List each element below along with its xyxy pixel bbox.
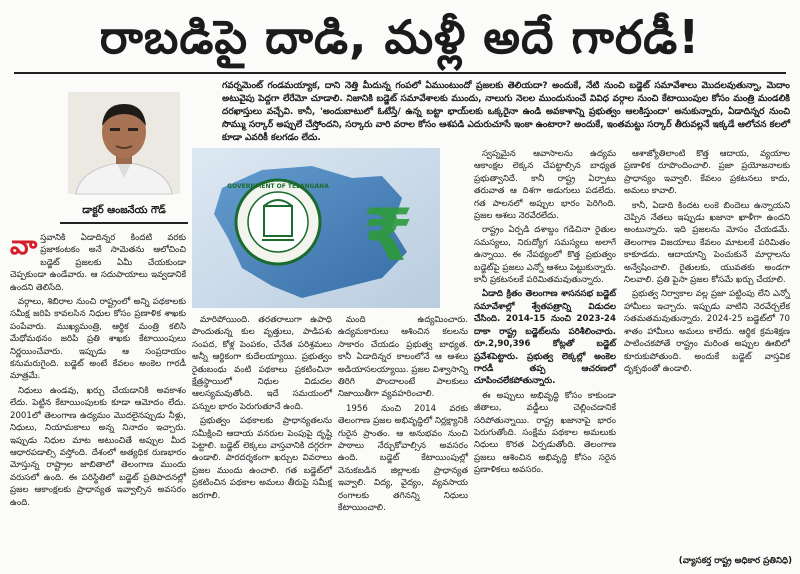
telangana-map-illustration bbox=[192, 148, 440, 308]
col3-paragraph: మంది ఉద్యమించారు. ఉద్యమకారులు ఆశించిన కలలను సాకారం చేయడం ప్రభుత్వ బాధ్యత. కానీ ఏడాదిన్నర కాలంలోనే ఆ ఆశలు అడియాసలయ్యాయి. ప్రజల విశ్వాసాన్ని తిరిగి పొందాలంటే పాలకులు నిజాయితీగా వ్యవహరించాలి. bbox=[338, 315, 468, 400]
author-photo bbox=[68, 92, 180, 194]
lead-paragraph: గవర్నమెంట్ గండమయ్యాక, దాని నెత్తి మీదున్న గంపలో ఏముంటుందో ప్రజలకు తెలియదా? అందుకే, నేటి నుంచి బడ్జెట్ సమావేశాలు మొదలవుతున్నా, మెదాం అటువైపు పెద్దగా లేరేమో చూడాలి. నిజానికి బడ్జెట్ సమావేశాలకు ముందు, నాలుగు నెలల ముందునుంచే వివిధ వర్గాల నుంచి కేటాయింపుల కోసం మంత్రి మండలికి దరఖాస్తులు వచ్చేవి. కానీ, 'అందుబాటులో ఓటేస్తే/ ఉన్న బట్టా భాయ్‌లకు ఒక్కరైనా ఉండి అవకాశాన్ని ప్రభుత్వం ఆలకిస్తుందా' అనుకున్నారు, ఏడాదిన్నర నుంచి సొమ్ము సర్కార్ అప్పులే చేస్తోందని, సర్కారు వారి వరాల కోసం ఆశపడి ఎదురుచూసే ఇంకా ఉంటారా? అందుకే, ఇంతమట్టు సర్కార్ తీరువల్లనే ఇక్కడే ఆలోచన కలలో కూడా ఎవరికీ కలగడం లేదు. bbox=[222, 81, 790, 143]
headline-rule bbox=[14, 72, 786, 74]
col3-paragraph: 1956 నుంచి 2014 వరకు తెలంగాణ ప్రజల అభివృద్ధిలో నిర్లక్ష్యానికి గురైన ప్రాంతం. ఆ అనుభవం నుంచి పాఠాలు నేర్చుకోవాల్సిన అవసరం ఉంది. బడ్జెట్ కేటాయింపుల్లో వెనుకబడిన జిల్లాలకు ప్రాధాన్యత ఇవ్వాలి. విద్య, వైద్యం, వ్యవసాయ రంగాలకు తగినన్ని నిధులు కేటాయించాలి. bbox=[338, 403, 468, 514]
col4-paragraph: రాష్ట్రం ఏర్పడి దశాబ్దం గడిచినా రైతుల సమస్యలు, నిరుద్యోగ సమస్యలు అలాగే ఉన్నాయి. ఈ నేపథ్యంలో కొత్త ప్రభుత్వం బడ్జెట్‌పై ప్రజలు ఎన్నో ఆశలు పెట్టుకున్నారు. కానీ ప్రకటనలకే పరిమితమవుతున్నారు. bbox=[474, 225, 616, 286]
headline: రాబడిపై దాడి, మళ్లీ అదే గారడీ! bbox=[99, 10, 701, 64]
col4-paragraph: ఈ అప్పులు అభివృద్ధి కోసం కాకుండా జీతాలు, వడ్డీలు చెల్లించడానికే సరిపోతున్నాయి. రాష్ట్ర ఖజానాపై భారం పెరుగుతోంది. సంక్షేమ పథకాల అమలుకు నిధులు కొరత ఏర్పడుతోంది. తెలంగాణ ప్రజలు ఆశించిన అభివృద్ధి కోసం సరైన ప్రణాళికలు అవసరం. bbox=[474, 390, 616, 476]
col1-paragraph: వర్గాలు, శిబిరాల నుంచి రాష్ట్రంలో అన్ని పథకాలకు సమీక్ష జరిపి కావలసిన నిధుల కోసం ప్రణాళిక శాఖకు పంపేవారు. ముఖ్యమంత్రి, ఆర్థిక మంత్రి కలిసి మేధోమథనం జరిపి ప్రతి శాఖకు కేటాయింపులు నిర్ణయించేవారు. ఇప్పుడు ఆ సంప్రదాయం కనుమరుగైంది. బడ్జెట్ అంటే కేవలం అంకెల గారడీ మాత్రమే. bbox=[10, 297, 186, 382]
dropcap: వా bbox=[10, 231, 38, 261]
rupee-icon: ₹ bbox=[362, 193, 414, 277]
emblem-text: GOVERNMENT OF TELANGANA bbox=[227, 183, 329, 190]
column-2 bbox=[192, 314, 332, 572]
col5-paragraph: కానీ, ఏడాది కిందట లంకె బిందెలు ఉన్నాయని చెప్పిన నేతలు ఇప్పుడు ఖజానా ఖాళీగా ఉందని అంటున్నారు. ఇది ప్రజలను మోసం చేయడమే. తెలంగాణ విజయాలు కేవలం మాటలకే పరిమితం కాకూడదు. ఆదాయాన్ని పెంచుకునే మార్గాలను అన్వేషించాలి. రైతులకు, యువతకు అండగా నిలవాలి. ప్రతి పైసా ప్రజల కోసమే ఖర్చు చేయాలి. bbox=[624, 200, 790, 286]
author-name: డాక్టర్ ఆంజనేయ గౌడ్ bbox=[82, 205, 166, 216]
column-3 bbox=[338, 314, 468, 572]
column-4 bbox=[474, 148, 616, 572]
col4-bold-block: ఏడాది క్రితం తెలంగాణ శాసనసభ బడ్జెట్ సమావేశాల్లో శ్వేతపత్రాన్ని విడుదల చేసింది. 2014-15 నుంచి 2023-24 దాకా రాష్ట్ర బడ్జెట్‌లను పరిశీలించారు. రూ.2,90,396 కోట్లతో బడ్జెట్ ప్రవేశపెట్టారు. ప్రభుత్వ లెక్కల్లో అంకెల గారడీ తప్ప ఆచరణలో చూపించలేకపోతున్నారు. bbox=[474, 289, 616, 387]
col1-paragraph: నిధులు ఉండవు, ఖర్చు చేయడానికి అవకాశం లేదు. పెట్టిన కేటాయింపులకు కూడా ఆమోదం లేదు. 2001లో తెలంగాణ ఉద్యమం మొదలైనప్పుడు నీళ్లు, నిధులు, నియామకాలు అన్న నినాదం ఇచ్చారు. ఇప్పుడు నిధుల మాట అటుంచితే అప్పుల మీద ఆధారపడాల్సి వస్తోంది. దేశంలో అత్యధిక రుణభారం మోస్తున్న రాష్ట్రాల జాబితాలో తెలంగాణ ముందు వరుసలో ఉంది. ఈ పరిస్థితిలో బడ్జెట్ ప్రతిపాదనల్లో ప్రజల ఆకాంక్షలకు ప్రాధాన్యత ఇవ్వాల్సిన అవసరం ఉంది. bbox=[10, 385, 186, 508]
col5-paragraph: ప్రభుత్వ నిర్వాకాల వల్ల ప్రజా పట్టింపు లేని ఎన్నో హామీలు ఇచ్చారు. ఇప్పుడు వాటిని నెరవేర్చలేక సతమతమవుతున్నారు. 2024-25 బడ్జెట్‌లో 70 శాతం హామీలు అమలు కాలేదు. ఆర్థిక క్రమశిక్షణ పాటించకపోతే రాష్ట్రం మరింత అప్పుల ఊబిలో కూరుకుపోతుంది. అందుకే బడ్జెట్ వాస్తవిక దృక్పథంతో ఉండాలి. bbox=[624, 289, 790, 374]
col2-paragraph: ప్రభుత్వం పథకాలకు ప్రాధాన్యతలను సమీక్షించి ఆదాయ వనరుల పెంపుపై దృష్టి పెట్టాలి. బడ్జెట్ లెక్కలు వాస్తవానికి దగ్గరగా ఉండాలి. పారదర్శకంగా ఖర్చుల వివరాలు ప్రజల ముందు ఉంచాలి. గత బడ్జెట్‌లో ప్రకటించిన పథకాల అమలు తీరుపై సమీక్ష జరగాలి. bbox=[192, 416, 332, 501]
col1-paragraph: స్తవానికి ఏడాదిన్నర కిందటి వరకు ప్రజాకంటకం అనే సామెతను ఆలోచించి బడ్జెట్ ప్రజలకు ఏమీ చేయకుండా చెప్పకుండా ఉండేవారు. ఆ సదుపాయాలు ఇవ్వడానికే ఉందని తెలిసేది. bbox=[10, 233, 186, 293]
author-rule bbox=[60, 222, 188, 224]
col5-paragraph: ఆశాజ్యోతిలాంటి కొత్త ఆదాయ, వ్యయాల ప్రణాళిక రూపొందించాలి. ప్రజా ప్రయోజనాలకు ప్రాధాన్యం ఇవ్వాలి. కేవలం ప్రకటనలు కాదు, అమలు కావాలి. bbox=[624, 149, 790, 197]
footer-byline: (వ్యాసకర్త రాష్ట్ర అధికార ప్రతినిధి) bbox=[678, 556, 792, 566]
col2-paragraph: మారిపోయింది. తరతరాలుగా ఉపాధి పొందుతున్న కుల వృత్తులు, పాడిపశు సంపద, కోళ్ల పెంపకం, చేనేత పరిశ్రమలు అన్నీ ఆర్థికంగా కుదేలయ్యాయి. ప్రభుత్వం రైతుబంధు వంటి పథకాలు ప్రకటించినా క్షేత్రస్థాయిలో నిధుల విడుదల ఆలస్యమవుతోంది. ఇదే సమయంలో పన్నుల భారం పెరుగుతూనే ఉంది. bbox=[192, 315, 332, 412]
column-5 bbox=[624, 148, 790, 554]
col4-paragraph: స్వప్నమైన ఆవాసాలను ఉద్యమ ఆకాంక్షల లెక్కన చేపట్టాల్సిన బాధ్యత ప్రభుత్వానిదే. కానీ రాష్ట్ర ఏర్పాటు తరువాత ఆ దిశగా అడుగులు పడలేదు. గత పాలనలో అప్పుల భారం పెరిగింది. ప్రజల ఆశలు నెరవేరలేదు. bbox=[474, 149, 616, 222]
column-1 bbox=[10, 232, 186, 572]
